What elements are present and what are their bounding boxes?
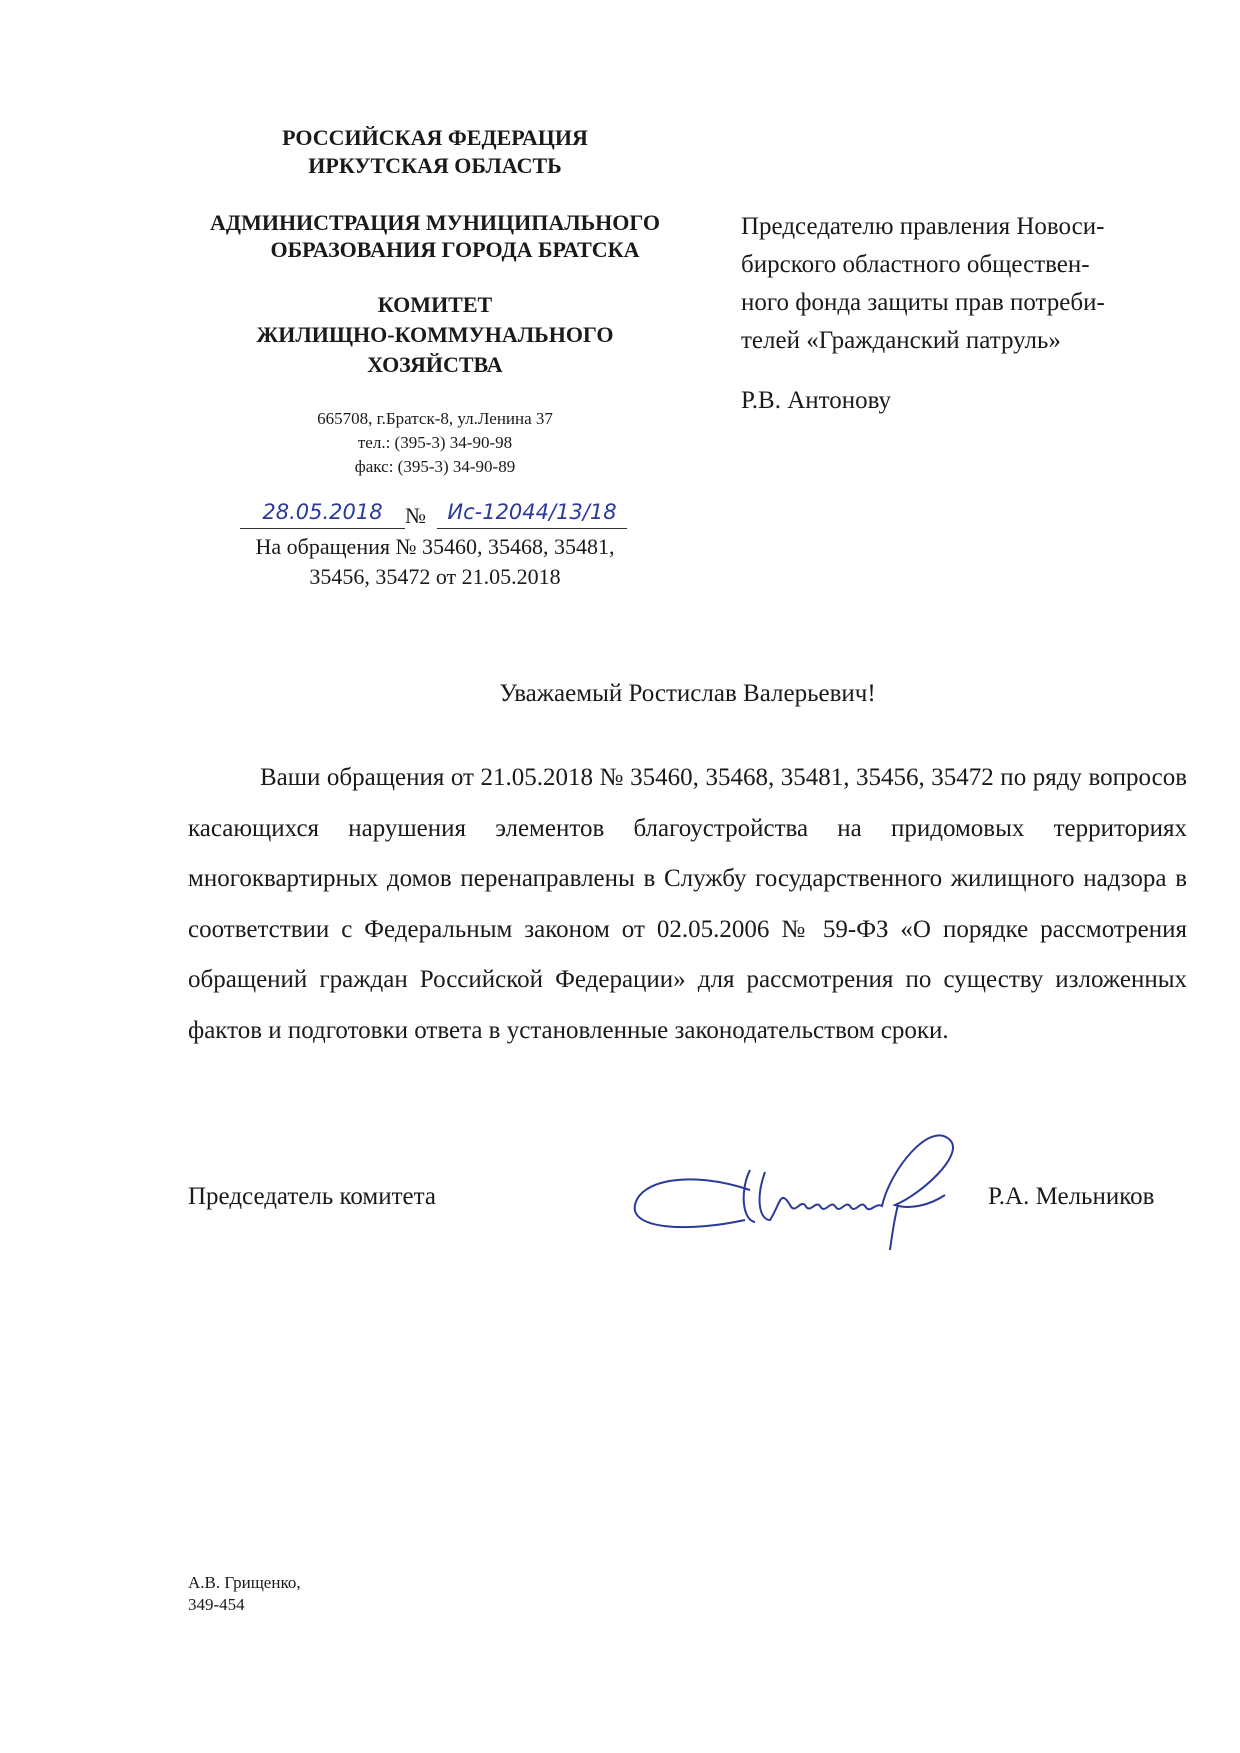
outgoing-number: Ис-12044/13/18 bbox=[447, 500, 617, 524]
recipient-line-1: Председателю правления Новоси- bbox=[741, 213, 1105, 240]
region-heading: ИРКУТСКАЯ ОБЛАСТЬ bbox=[308, 153, 562, 178]
address: 665708, г.Братск-8, ул.Ленина 37 bbox=[317, 409, 553, 428]
recipient-block bbox=[741, 208, 1181, 420]
fax: факс: (395-3) 34-90-89 bbox=[354, 457, 516, 476]
executor-name: А.В. Грищенко, bbox=[188, 1573, 301, 1592]
committee-heading-2: ЖИЛИЩНО-КОММУНАЛЬНОГО bbox=[256, 322, 614, 347]
handwritten-signature bbox=[630, 1110, 970, 1260]
letter-body: Ваши обращения от 21.05.2018 № 35460, 35468, 35481, 35456, 35472 по ряду вопросов касающихся нарушения элементов благоустройства на придомовых территориях многоквартирных домов перенаправлены в Службу государственного жилищного надзора в соответствии с Федеральным законом от 02.05.2006 № 59-ФЗ «О порядке рассмотрения обращений граждан Российской Федерации» для рассмотрения по существу изложенных фактов и подготовки ответа в установленные законодательством сроки. bbox=[188, 764, 1187, 1044]
outgoing-number-field bbox=[437, 500, 627, 529]
recipient-line-4: телей «Гражданский патруль» bbox=[741, 327, 1061, 354]
number-sign: № bbox=[405, 503, 426, 528]
country-heading: РОССИЙСКАЯ ФЕДЕРАЦИЯ bbox=[282, 125, 588, 150]
outgoing-date: 28.05.2018 bbox=[262, 500, 383, 524]
outgoing-date-field bbox=[240, 500, 405, 529]
recipient-line-3: ного фонда защиты прав потреби- bbox=[741, 289, 1105, 316]
signatory-position: Председатель комитета bbox=[188, 1183, 436, 1210]
committee-heading-1: КОМИТЕТ bbox=[377, 292, 493, 317]
phone: тел.: (395-3) 34-90-98 bbox=[357, 433, 513, 452]
signatory-name: Р.А. Мельников bbox=[988, 1183, 1155, 1210]
recipient-line-2: бирского областного обществен- bbox=[741, 251, 1090, 278]
committee-heading-3: ХОЗЯЙСТВА bbox=[367, 352, 503, 377]
recipient-name: Р.В. Антонову bbox=[741, 387, 892, 414]
salutation: Уважаемый Ростислав Валерьевич! bbox=[499, 680, 876, 707]
admin-heading-1: АДМИНИСТРАЦИЯ МУНИЦИПАЛЬНОГО bbox=[210, 210, 660, 235]
admin-heading-2: ОБРАЗОВАНИЯ ГОРОДА БРАТСКА bbox=[270, 237, 640, 262]
executor-block bbox=[188, 1572, 301, 1616]
reference-line-1: На обращения № 35460, 35468, 35481, bbox=[255, 534, 615, 559]
executor-phone: 349-454 bbox=[188, 1595, 245, 1614]
reference-line-2: 35456, 35472 от 21.05.2018 bbox=[309, 564, 561, 589]
